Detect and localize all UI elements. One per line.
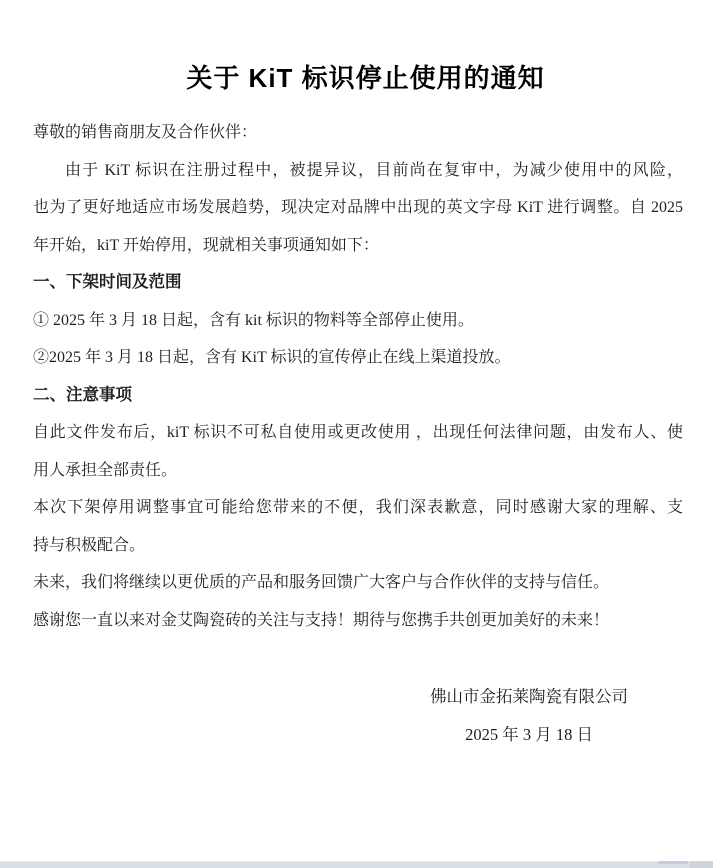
paragraph-line: 持与积极配合。 — [33, 536, 146, 554]
list-item-2: ②2025 年 3 月 18 日起，含有 KiT 标识的宣传停止在线上渠道投放。 — [33, 349, 511, 366]
paragraph-line: 年开始，kiT 开始停用，现就相关事项通知如下： — [33, 236, 379, 254]
signature-block — [350, 678, 708, 753]
horizontal-scrollbar[interactable] — [0, 861, 713, 868]
signature-date: 2025 年 3 月 18 日 — [465, 724, 593, 744]
paragraph-line: 由于 KiT 标识在注册过程中，被提异议，目前尚在复审中，为减少使用中的风险， — [65, 161, 683, 179]
paragraph-line: 自此文件发布后，kiT 标识不可私自使用或更改使用 ，出现任何法律问题，由发布人、使 — [33, 424, 683, 441]
document-title: 关于 KiT 标识停止使用的通知 — [186, 63, 545, 94]
paragraph-line: 感谢您一直以来对金艾陶瓷砖的关注与支持！期待与您携手共创更加美好的未来！ — [33, 611, 610, 629]
section-heading-2: 二、注意事项 — [33, 385, 132, 404]
signature-company: 佛山市金拓莱陶瓷有限公司 — [430, 687, 628, 706]
scrollbar-corner — [690, 861, 713, 868]
section-heading-1: 一、下架时间及范围 — [33, 273, 182, 291]
horizontal-scrollbar-thumb[interactable] — [658, 861, 688, 864]
list-item-1: ① 2025 年 3 月 18 日起，含有 kit 标识的物料等全部停止使用。 — [33, 311, 474, 329]
salutation-line: 尊敬的销售商朋友及合作伙伴： — [33, 124, 258, 141]
document-body — [33, 114, 683, 639]
paragraph-line: 也为了更好地适应市场发展趋势，现决定对品牌中出现的英文字母 KiT 进行调整。自 2025 — [33, 199, 683, 216]
paragraph-line: 本次下架停用调整事宜可能给您带来的不便，我们深表歉意，同时感谢大家的理解、支 — [33, 499, 683, 516]
paragraph-line: 用人承担全部责任。 — [33, 461, 178, 479]
paragraph-line: 未来，我们将继续以更优质的产品和服务回馈广大客户与合作伙伴的支持与信任。 — [33, 574, 610, 591]
